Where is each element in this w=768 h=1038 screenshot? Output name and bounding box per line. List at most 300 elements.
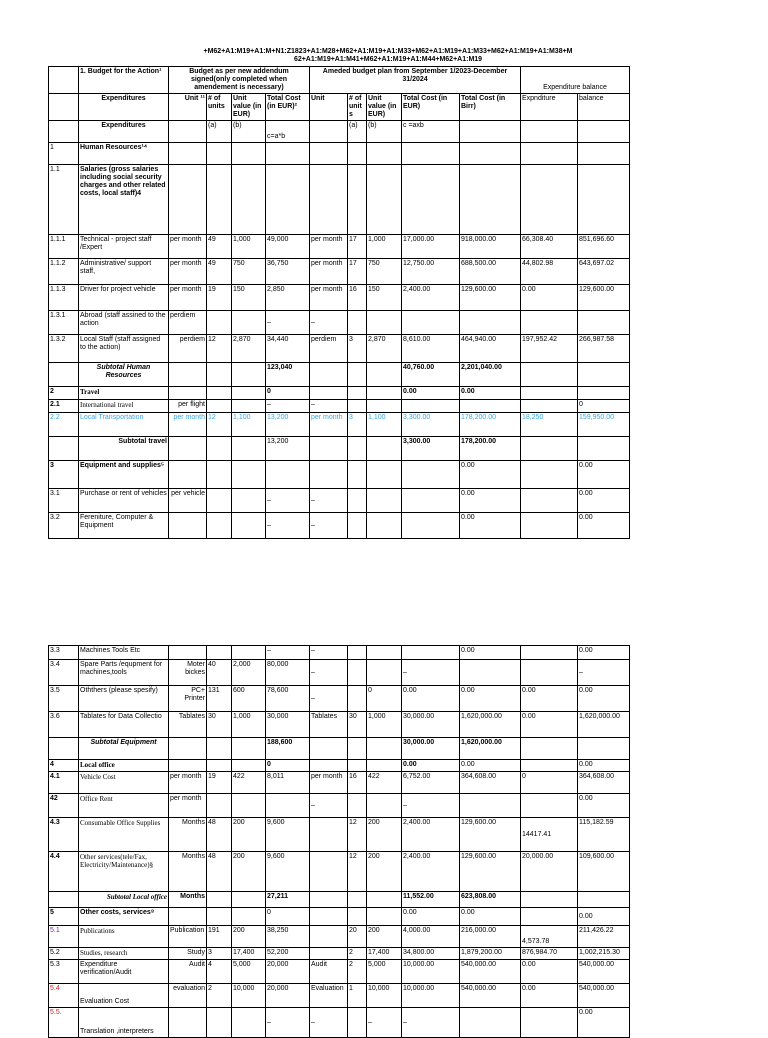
cell-unit-value-2: 200 [367,926,402,948]
col-total-cost-eur: Total Cost (in EUR) [402,94,460,121]
cell-expenditure: 18,250 [521,413,578,437]
cell-num-units: 12 [207,335,232,363]
cell-balance: 0.00 [578,461,630,489]
cell-expenditure: 0.00 [521,686,578,712]
row-number: 3.4 [49,660,79,686]
row-label: Machines Tools Etc [79,646,169,660]
publications-row [49,926,630,948]
international-travel-row [49,400,630,413]
cell-total-cost: 20,000 [266,960,310,984]
row-label: Other services(tele/Fax, Electricity/Maintenance)§ [79,852,169,892]
cell-total-cost: – [266,646,310,660]
cell-balance: 109,600.00 [578,852,630,892]
row-label: Spare Parts /equpment for machines,tools [79,660,169,686]
subtotal-total-eur: 40,760.00 [402,363,460,387]
cell-balance: 0.00 [578,686,630,712]
cell-unit-value: 200 [232,852,266,892]
cell-total-cost: 36,750 [266,259,310,285]
cell-unit-value-2: – [367,1008,402,1038]
row-number: 1.3.1 [49,311,79,335]
subtotal-total-cost: 123,040 [266,363,310,387]
cell-unit-value-2: 200 [367,852,402,892]
row-number: 1.1.3 [49,285,79,311]
table-row [49,143,630,165]
consumable-supplies-row [49,818,630,852]
local-office-row [49,760,630,772]
row-label: Vehicle Cost [79,772,169,794]
expenditure-balance-header: Expenditure balance [521,67,630,94]
cell-unit-value: 10,000 [232,984,266,1008]
cell-balance: 540,000.00 [578,960,630,984]
cell-num-units: 4 [207,960,232,984]
cell-unit-2: Evaluation [310,984,348,1008]
sub-header-row [49,121,630,143]
cell-total-cost: 0 [266,908,310,926]
cell-unit: per flight [169,400,207,413]
cell-num-units-2: 16 [348,772,367,794]
cell-unit-value: 150 [232,285,266,311]
cell-total-birr: 0.00 [460,387,521,400]
cell-total-birr: 0.00 [460,908,521,926]
cell-num-units: 40 [207,660,232,686]
cell-total-eur: 6,752.00 [402,772,460,794]
purchase-vehicles-row [49,489,630,513]
cell-num-units-2: 16 [348,285,367,311]
cell-num-units-2: 1 [348,984,367,1008]
cell-total-cost: 80,000 [266,660,310,686]
cell-total-birr: 129,600.00 [460,818,521,852]
cell-expenditure: 20,000.00 [521,852,578,892]
table-row [49,259,630,285]
cell-expenditure: 0.00 [521,712,578,738]
cell-num-units: 48 [207,852,232,892]
cell-num-units-2: 0 [367,686,402,712]
sub-expenditures: Expenditures [79,121,169,143]
cell-total-birr: 540,000.00 [460,984,521,1008]
cell-total-cost: 38,250 [266,926,310,948]
cell-total-eur: 2,400.00 [402,285,460,311]
cell-num-units: 49 [207,259,232,285]
formula-header-line-1: +M62+A1:M19+A1:M+N1:Z1823+A1:M28+M62+A1:M19+A1:M33+M62+A1:M19+A1:M33+M62+A1:M19+A1:M38+M [203,48,573,55]
row-number: 3.2 [49,513,79,539]
cell-num-units-2: 3 [348,413,367,437]
cell-unit-value: 600 [232,686,266,712]
cell-num-units-2: 17 [348,259,367,285]
cell-total-eur: 0.00 [402,686,460,712]
cell-num-units: 19 [207,285,232,311]
cell-balance: 0.00 [578,1008,630,1038]
cell-unit: Publication [169,926,207,948]
cell-total-eur: 4,000.00 [402,926,460,948]
cell-unit-2: – [310,311,348,335]
row-number: 5.5. [49,1008,79,1038]
cell-total-birr: 1,879,200.00 [460,948,521,960]
office-rent-row [49,794,630,818]
row-label: Salaries (gross salaries including social security charges and other related costs, local staff)4 [79,165,169,235]
cell-balance: 0.00 [578,794,630,818]
cell-unit-value: 1,000 [232,712,266,738]
table-row [49,335,630,363]
cell-num-units-2: 2 [348,960,367,984]
cell-unit-2: Audit [310,960,348,984]
cell-unit-value: 1,100 [232,413,266,437]
cell-num-units: 49 [207,235,232,259]
subtotal-total-birr: 623,808.00 [460,892,521,908]
cell-balance: 364,608.00 [578,772,630,794]
cell-unit-2: – [310,660,348,686]
cell-num-units-2: 20 [348,926,367,948]
cell-num-units-2: 2 [348,948,367,960]
cell-total-cost: 0 [266,760,310,772]
cell-unit-2: – [310,489,348,513]
audit-row [49,960,630,984]
col-expenditures: Expenditures [79,94,169,121]
cell-unit-value-2: 150 [367,285,402,311]
cell-balance: 129,600.00 [578,285,630,311]
cell-balance: 643,697.02 [578,259,630,285]
cell-unit: Months [169,818,207,852]
row-number: 3.5 [49,686,79,712]
cell-unit: per month [169,285,207,311]
col-balance: balance [578,94,630,121]
row-label: Travel [79,387,169,400]
row-label: Office Rent [79,794,169,818]
cell-unit-value: 422 [232,772,266,794]
cell-total-cost: 0 [266,387,310,400]
row-number: 1 [49,143,79,165]
vehicle-cost-row [49,772,630,794]
cell-expenditure: 14417.41 [521,818,578,852]
cell-balance: 1,620,000.00 [578,712,630,738]
cell-total-eur: 0.00 [402,387,460,400]
cell-expenditure: 4,573.78 [521,926,578,948]
col-expenditure: Expnditure [521,94,578,121]
cell-unit-value: 2,000 [232,660,266,686]
row-label: Translation ,interpreters [79,1008,169,1038]
subtotal-label: Subtotal Human Resources [79,363,169,387]
cell-total-cost: – [266,1008,310,1038]
table-row [49,285,630,311]
group-header-row [49,67,630,94]
row-number: 3.6 [49,712,79,738]
subtotal-total-eur: 30,000.00 [402,738,460,760]
cell-unit-value: 200 [232,926,266,948]
cell-total-eur: 2,400.00 [402,852,460,892]
cell-balance: 266,987.58 [578,335,630,363]
cell-unit-value: 2,870 [232,335,266,363]
cell-unit: Months [169,892,207,908]
cell-balance: 851,696.60 [578,235,630,259]
subtotal-total-eur: 11,552.00 [402,892,460,908]
cell-num-units-2: 12 [348,852,367,892]
sub-b: (b) [232,121,266,143]
cell-total-cost: 9,600 [266,852,310,892]
cell-num-units: 191 [207,926,232,948]
cell-num-units: 2 [207,984,232,1008]
cell-unit-2: per month [310,413,348,437]
cell-expenditure: 0.00 [521,984,578,1008]
row-label: Local office [79,760,169,772]
cell-unit-value: 200 [232,818,266,852]
cell-expenditure: 44,802.98 [521,259,578,285]
cell-total-birr: 0.00 [460,489,521,513]
cell-total-cost: 20,000 [266,984,310,1008]
subtotal-human-resources-row [49,363,630,387]
cell-balance: 1,002,215.30 [578,948,630,960]
cell-total-birr: 364,608.00 [460,772,521,794]
row-label: Technical - project staff /Expert [79,235,169,259]
equipment-row [49,461,630,489]
cell-total-eur: – [402,660,460,686]
cell-total-eur: 10,000.00 [402,984,460,1008]
addendum-header: Budget as per new addendum signed(only completed when amendement is necessary) [169,67,310,94]
cell-unit-value-2: 1,000 [367,712,402,738]
cell-num-units: 48 [207,818,232,852]
col-total-cost: Total Cost (in EUR)² [266,94,310,121]
cell-balance: 540,000.00 [578,984,630,1008]
tablets-row [49,712,630,738]
cell-num-units: 131 [207,686,232,712]
row-label: Fereniture, Computer & Equipment [79,513,169,539]
row-number: 5.4 [49,984,79,1008]
cell-num-units-2: 17 [348,235,367,259]
cell-unit: Study [169,948,207,960]
cell-total-eur: 0.00 [402,908,460,926]
row-number: 1.1 [49,165,79,235]
cell-unit-value-2: 10,000 [367,984,402,1008]
evaluation-row [49,984,630,1008]
row-number: 3.3 [49,646,79,660]
cell-unit: Tablates [169,712,207,738]
row-number: 3 [49,461,79,489]
cell-total-eur: 30,000.00 [402,712,460,738]
cell-total-birr: 918,000.00 [460,235,521,259]
cell-num-units: 3 [207,948,232,960]
cell-unit-2: – [310,513,348,539]
row-label: Tablates for Data Collectio [79,712,169,738]
cell-unit: Months [169,852,207,892]
cell-unit: per month [169,413,207,437]
machines-row [49,646,630,660]
table-row [49,165,630,235]
cell-balance: 0 [578,400,630,413]
cell-balance: 0.00 [578,908,630,926]
column-header-row [49,94,630,121]
cell-unit: per month [169,235,207,259]
budget-table-top [48,66,630,539]
cell-total-birr: 0.00 [460,760,521,772]
cell-total-cost: 30,000 [266,712,310,738]
table-row [49,311,630,335]
cell-unit: Moter bickes [169,660,207,686]
row-label: Driver for project vehicle [79,285,169,311]
studies-row [49,948,630,960]
row-number: 3.1 [49,489,79,513]
row-number: 5.2 [49,948,79,960]
cell-total-cost: – [266,400,310,413]
row-label: Oththers (please spesify) [79,686,169,712]
row-label: Human Resources¹⁴ [79,143,169,165]
formula-header-line-2: 62+A1:M19+A1:M41+M62+A1:M19+A1:M44+M62+A1:M19 [293,56,483,63]
cell-unit-2: – [310,686,348,712]
row-number: 42 [49,794,79,818]
cell-total-birr: 178,200.00 [460,413,521,437]
cell-expenditure: 66,308.40 [521,235,578,259]
cell-unit-2: – [310,1008,348,1038]
cell-unit-value-2: 750 [367,259,402,285]
subtotal-total-birr: 178,200.00 [460,437,521,461]
cell-total-birr: 540,000.00 [460,960,521,984]
spare-parts-row [49,660,630,686]
cell-total-cost: – [266,311,310,335]
cell-total-cost: 9,600 [266,818,310,852]
cell-total-eur: 10,000.00 [402,960,460,984]
cell-total-eur: – [402,1008,460,1038]
row-number: 4.3 [49,818,79,852]
cell-unit-value: 5,000 [232,960,266,984]
cell-balance: 211,426.22 [578,926,630,948]
budget-table-bottom [48,645,630,1038]
subtotal-travel-row [49,437,630,461]
cell-total-eur: 17,000.00 [402,235,460,259]
cell-balance: 115,182.59 [578,818,630,852]
cell-unit-2: per month [310,285,348,311]
row-number: 5.3 [49,960,79,984]
cell-total-eur: 0.00 [402,760,460,772]
cell-total-birr: 1,620,000.00 [460,712,521,738]
cell-balance: – [578,660,630,686]
cell-num-units-2: 12 [348,818,367,852]
subtotal-total-birr: 2,201,040.00 [460,363,521,387]
cell-balance: 159,950.00 [578,413,630,437]
row-label: Studies, research [79,948,169,960]
cell-balance: 0.00 [578,646,630,660]
cell-num-units-2: 30 [348,712,367,738]
cell-total-eur: 12,750.00 [402,259,460,285]
col-unit-value-2: Unit value (in EUR) [367,94,402,121]
other-services-row [49,852,630,892]
cell-expenditure: 0.00 [521,960,578,984]
subtotal-equipment-row [49,738,630,760]
cell-total-birr: 0.00 [460,646,521,660]
cell-unit: per vehicle [169,489,207,513]
cell-unit: PC+ Printer [169,686,207,712]
cell-unit-2: per month [310,259,348,285]
cell-expenditure: 0.00 [521,285,578,311]
cell-total-cost: 78,600 [266,686,310,712]
sub-a-2: (a) [348,121,367,143]
cell-unit-value: 17,400 [232,948,266,960]
cell-unit-2: – [310,646,348,660]
cell-unit-2: perdiem [310,335,348,363]
col-unit: Unit ¹¹ [169,94,207,121]
cell-unit: per month [169,259,207,285]
cell-unit-2: per month [310,772,348,794]
cell-unit-value: 1,000 [232,235,266,259]
cell-total-eur: – [402,794,460,818]
cell-total-birr: 464,940.00 [460,335,521,363]
row-label: Equipment and supplies⁵ [79,461,169,489]
sub-a: (a) [207,121,232,143]
cell-unit-value: 750 [232,259,266,285]
others-row [49,686,630,712]
table-row [49,235,630,259]
cell-total-eur: 8,610.00 [402,335,460,363]
cell-unit-value-2: 1,000 [367,235,402,259]
row-label: Local Transportation [79,413,169,437]
amended-plan-header: Ameded budget plan from September 1/2023-December 31/2024 [310,67,521,94]
cell-total-cost: – [266,513,310,539]
subtotal-total-birr: 1,620,000.00 [460,738,521,760]
cell-total-cost: 13,200 [266,413,310,437]
cell-total-birr: 216,000.00 [460,926,521,948]
row-label: Abroad (staff assined to the action [79,311,169,335]
cell-unit-2: Tablates [310,712,348,738]
col-total-cost-birr: Total Cost (in Birr) [460,94,521,121]
cell-unit-2: – [310,794,348,818]
row-label: Publications [79,926,169,948]
subtotal-total-cost: 188,600 [266,738,310,760]
row-label: Expenditure verification/Audit [79,960,169,984]
cell-unit: perdiem [169,311,207,335]
cell-unit-value-2: 2,870 [367,335,402,363]
cell-total-birr: 0.00 [460,686,521,712]
col-unit-2: Unit [310,94,348,121]
cell-num-units: 12 [207,413,232,437]
cell-num-units: 30 [207,712,232,738]
subtotal-label: Subtotal Local office [79,892,169,908]
row-number: 1.1.1 [49,235,79,259]
cell-total-cost: 34,440 [266,335,310,363]
budget-action-header: 1. Budget for the Action¹ [79,67,169,94]
cell-num-units: 19 [207,772,232,794]
subtotal-total-eur: 3,300.00 [402,437,460,461]
sub-b-2: (b) [367,121,402,143]
cell-balance: 0.00 [578,489,630,513]
cell-unit: Audit [169,960,207,984]
other-costs-row [49,908,630,926]
cell-balance: 0.00 [578,760,630,772]
cell-total-eur: 34,800.00 [402,948,460,960]
col-num-units: # of units [207,94,232,121]
row-label: Other costs, services⁸ [79,908,169,926]
row-label: Local Staff (staff assigned to the action) [79,335,169,363]
cell-unit: per month [169,794,207,818]
cell-expenditure: 197,952.42 [521,335,578,363]
local-transportation-row [49,413,630,437]
row-label: Administrative/ support staff, [79,259,169,285]
cell-total-cost: 2,850 [266,285,310,311]
row-number: 2.2 [49,413,79,437]
row-number: 1.3.2 [49,335,79,363]
cell-num-units-2: 3 [348,335,367,363]
cell-total-birr: 129,600.00 [460,285,521,311]
cell-unit-value-2: 422 [367,772,402,794]
row-number: 2.1 [49,400,79,413]
cell-total-birr: 129,600.00 [460,852,521,892]
row-number: 4.1 [49,772,79,794]
subtotal-label: Subtotal Equipment [79,738,169,760]
cell-unit: per month [169,772,207,794]
col-num-units-2: # of unit s [348,94,367,121]
furniture-row [49,513,630,539]
cell-balance: 0.00 [578,513,630,539]
cell-expenditure: 876,984.70 [521,948,578,960]
row-number: 2 [49,387,79,400]
cell-expenditure: 0 [521,772,578,794]
cell-total-cost: 52,200 [266,948,310,960]
cell-total-birr: 0.00 [460,513,521,539]
